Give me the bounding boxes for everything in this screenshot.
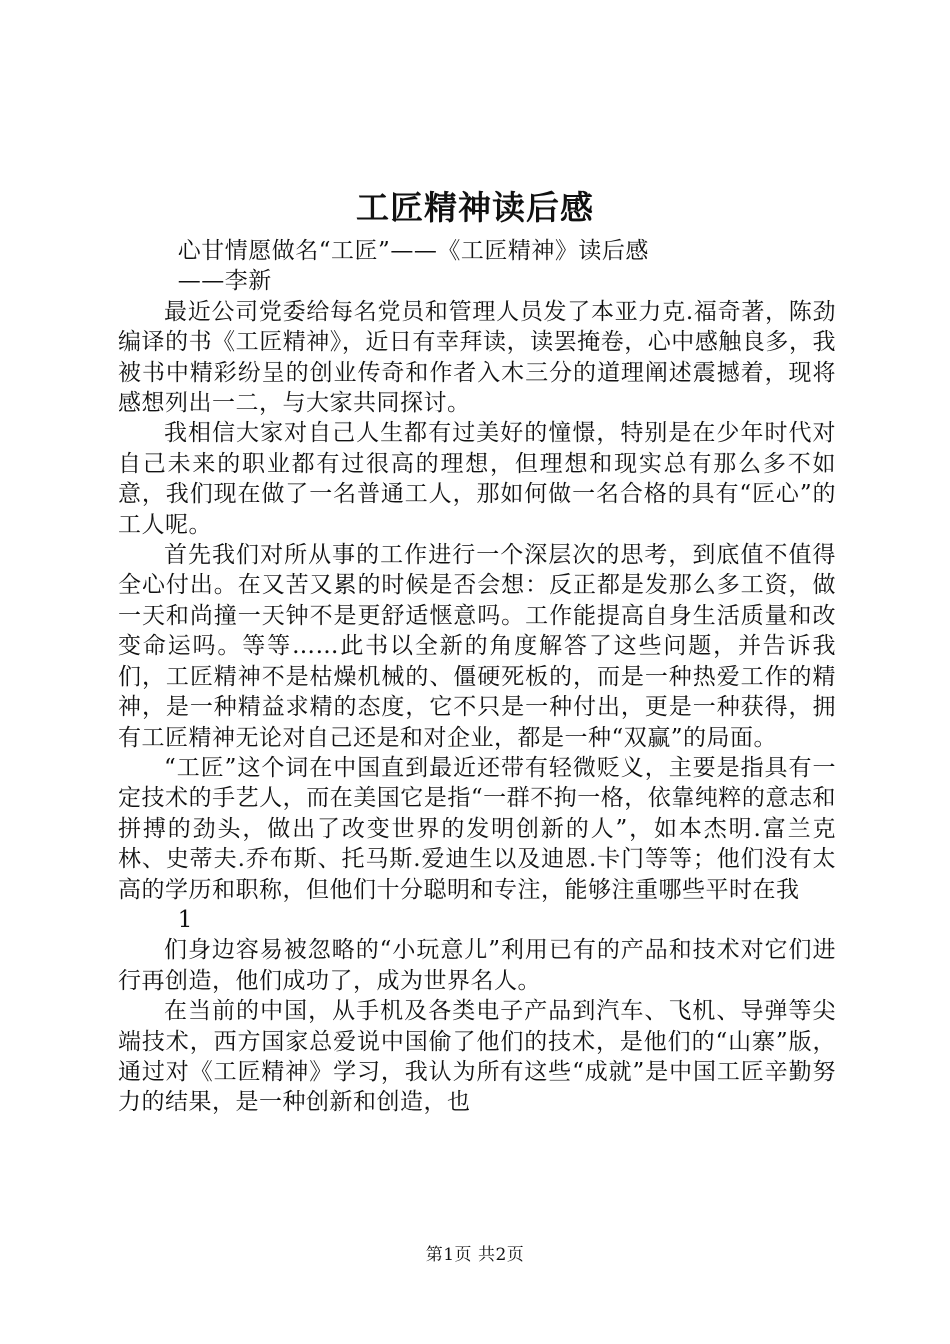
paragraph: 首先我们对所从事的工作进行一个深层次的思考，到底值不值得全心付出。在又苦又累的时候是否会想：反正都是发那么多工资，做一天和尚撞一天钟不是更舒适惬意吗。工作能提高自身生活质量和改变命运吗。等等……此书以全新的角度解答了这些问题，并告诉我们，工匠精神不是枯燥机械的、僵硬死板的，而是一种热爱工作的精神，是一种精益求精的态度，它不只是一种付出，更是一种获得，拥有工匠精神无论对自己还是和对企业，都是一种“双赢”的局面。 bbox=[118, 542, 836, 751]
page-footer: 第1页 共2页 bbox=[425, 1245, 525, 1265]
inline-page-marker: 1 bbox=[177, 906, 193, 933]
document-body bbox=[118, 236, 836, 1118]
paragraph: 最近公司党委给每名党员和管理人员发了本亚力克.福奇著，陈劲编译的书《工匠精神》，近日有幸拜读，读罢掩卷，心中感触良多，我被书中精彩纷呈的创业传奇和作者入木三分的道理阐述震撼着，现将感想列出一二，与大家共同探讨。 bbox=[118, 298, 836, 417]
paragraph: 我相信大家对自己人生都有过美好的憧憬，特别是在少年时代对自己未来的职业都有过很高的理想，但理想和现实总有那么多不如意，我们现在做了一名普通工人，那如何做一名合格的具有“匠心”的工人呢。 bbox=[118, 420, 836, 538]
document-title: 工匠精神读后感 bbox=[356, 188, 594, 227]
paragraph: 们身边容易被忽略的“小玩意儿”利用已有的产品和技术对它们进行再创造，他们成功了，成为世界名人。 bbox=[118, 937, 836, 994]
paragraph: “工匠”这个词在中国直到最近还带有轻微贬义，主要是指具有一定技术的手艺人，而在美国它是指“一群不拘一格，依靠纯粹的意志和拼搏的劲头，做出了改变世界的发明创新的人”，如本杰明.富兰克林、史蒂夫.乔布斯、托马斯.爱迪生以及迪恩.卡门等等；他们没有太高的学历和职称，但他们十分聪明和专注，能够注重哪些平时在我 bbox=[118, 754, 836, 903]
document-subtitle: 心甘情愿做名“工匠”——《工匠精神》读后感 bbox=[177, 238, 649, 264]
document-author: ——李新 bbox=[177, 268, 272, 295]
paragraph: 在当前的中国，从手机及各类电子产品到汽车、飞机、导弹等尖端技术，西方国家总爱说中国偷了他们的技术，是他们的“山寨”版，通过对《工匠精神》学习，我认为所有这些“成就”是中国工匠辛勤努力的结果，是一种创新和创造，也 bbox=[118, 998, 836, 1116]
